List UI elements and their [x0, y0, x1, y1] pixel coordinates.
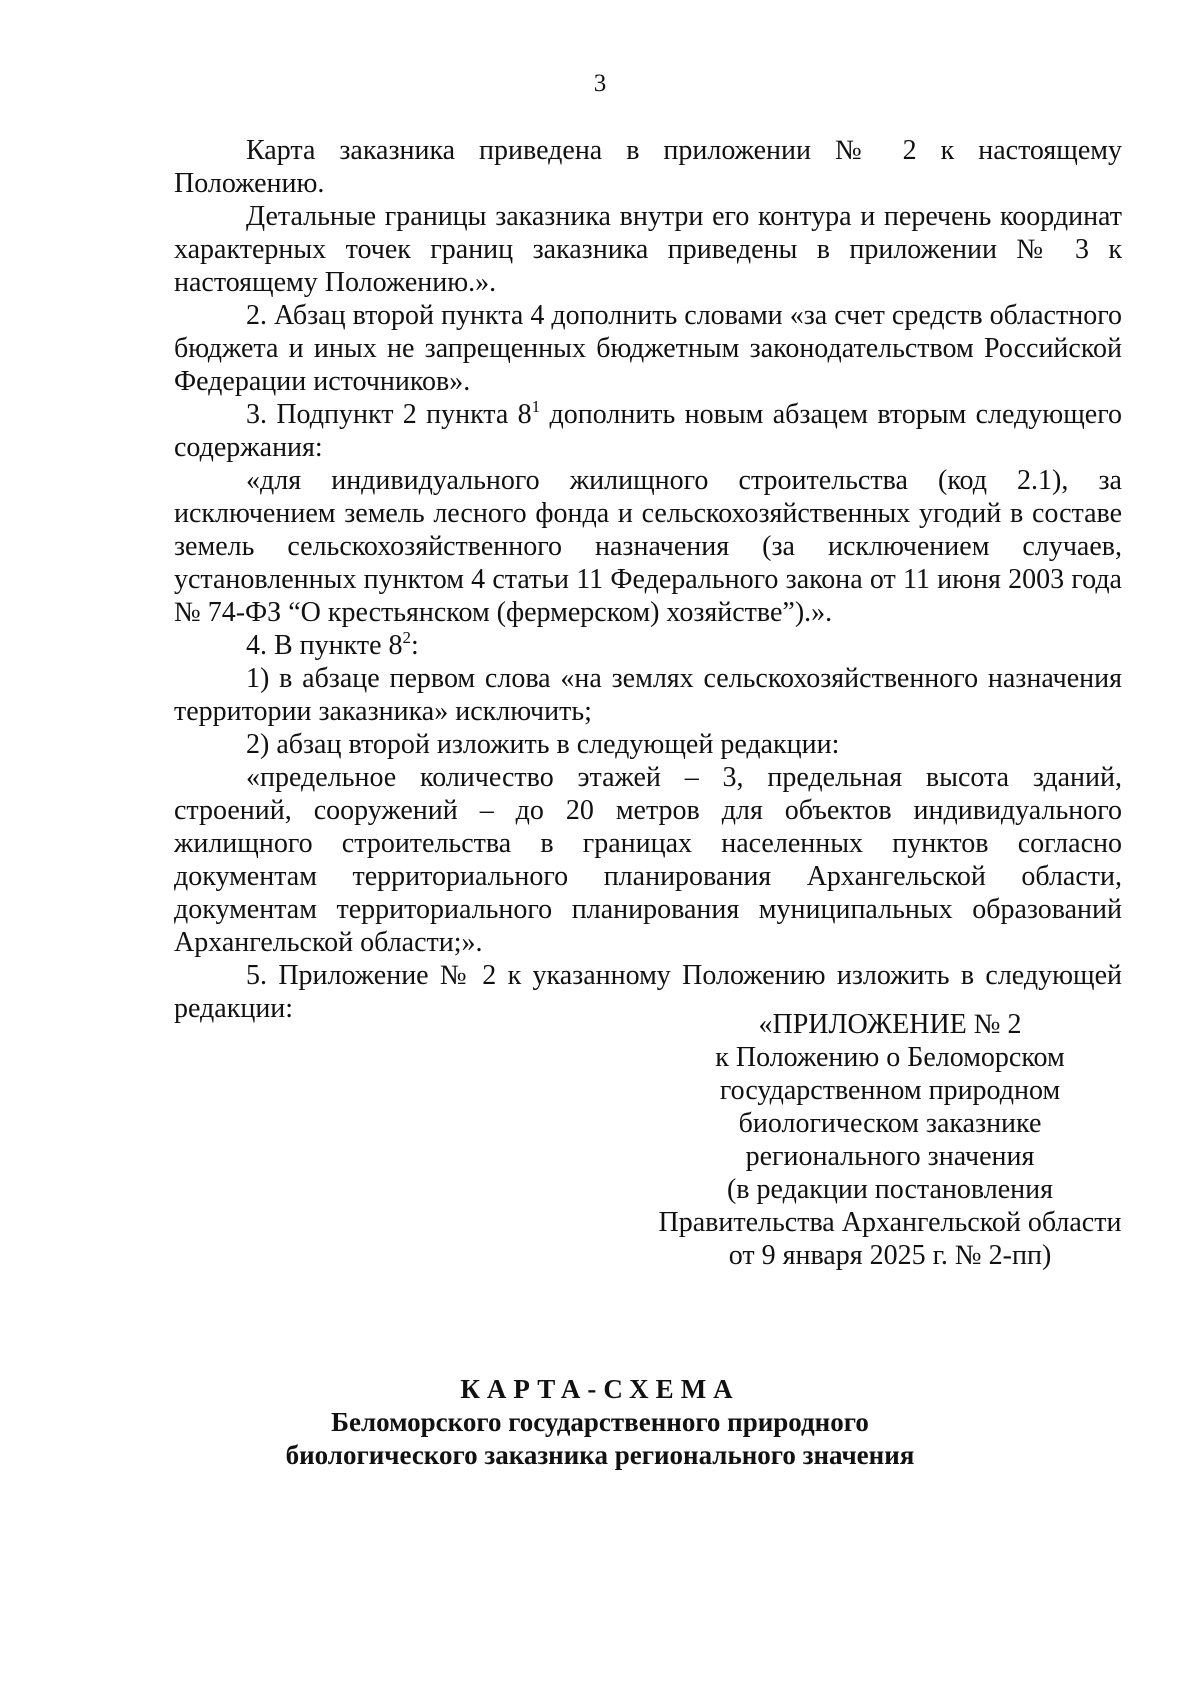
paragraph-subitem-1: 1) в абзаце первом слова «на землях сельскохозяйственного назначения территории заказника» исключить;: [174, 663, 1122, 727]
appendix-line: к Положению о Беломорском: [715, 1042, 1065, 1073]
paragraph-item-2: 2. Абзац второй пункта 4 дополнить словами «за счет средств областного бюджета и иных не запрещенных бюджетным законодательством Российской Федерации источников».: [174, 300, 1122, 397]
paragraph-item-4-rest: :: [411, 630, 419, 661]
appendix-line: (в редакции постановления: [726, 1174, 1054, 1205]
superscript-2: 2: [402, 628, 412, 647]
title-line: биологического заказника регионального значения: [285, 1440, 915, 1470]
appendix-header: [630, 1008, 1150, 1272]
paragraph-subitem-2: 2) абзац второй изложить в следующей редакции:: [246, 729, 840, 760]
appendix-line: регионального значения: [745, 1141, 1035, 1172]
paragraph-map-reference: Карта заказника приведена в приложении № 2 к настоящему Положению.: [174, 135, 1122, 199]
appendix-line: «ПРИЛОЖЕНИЕ № 2: [758, 1009, 1022, 1040]
paragraph-item-5: 5. Приложение № 2 к указанному Положению изложить в следующей редакции:: [174, 960, 1122, 1024]
title-line: Беломорского государственного природного: [331, 1407, 869, 1437]
map-scheme-title: [0, 1373, 1200, 1472]
paragraph-item-4-text: 4. В пункте 8: [246, 630, 403, 661]
appendix-line: биологическом заказнике: [738, 1108, 1042, 1139]
paragraph-floor-limits: «предельное количество этажей – 3, предельная высота зданий, строений, сооружений – до 20 метров для объектов индивидуального жилищного строительства в границах населенных пунктов согласно документам территориального планирования Архангельской области, документам территориального планирования муниципальных образований Архангельской области;».: [174, 762, 1122, 958]
paragraph-housing-construction: «для индивидуального жилищного строительства (код 2.1), за исключением земель лесного фонда и сельскохозяйственных угодий в составе земель сельскохозяйственного назначения (за исключением случаев, установленных пунктом 4 статьи 11 Федерального закона от 11 июня 2003 года № 74-ФЗ “О крестьянском (фермерском) хозяйстве”).».: [174, 465, 1122, 628]
paragraph-item-3: [174, 398, 1122, 464]
appendix-line: государственном природном: [719, 1075, 1061, 1106]
paragraph-detailed-boundaries: Детальные границы заказника внутри его контура и перечень координат характерных точек границ заказника приведены в приложении № 3 к настоящему Положению.».: [174, 201, 1122, 298]
superscript-1: 1: [531, 397, 541, 416]
title-main: КАРТА-СХЕМА: [460, 1374, 740, 1404]
appendix-line: от 9 января 2025 г. № 2-пп): [728, 1240, 1052, 1271]
document-body: [174, 134, 1122, 1025]
page-number: 3: [593, 70, 607, 97]
appendix-line: Правительства Архангельской области: [658, 1207, 1122, 1238]
paragraph-item-4: [174, 629, 1122, 662]
paragraph-item-3-rest: дополнить новым абзацем вторым следующего содержания:: [174, 399, 1122, 463]
paragraph-item-3-text: 3. Подпункт 2 пункта 8: [246, 399, 532, 430]
